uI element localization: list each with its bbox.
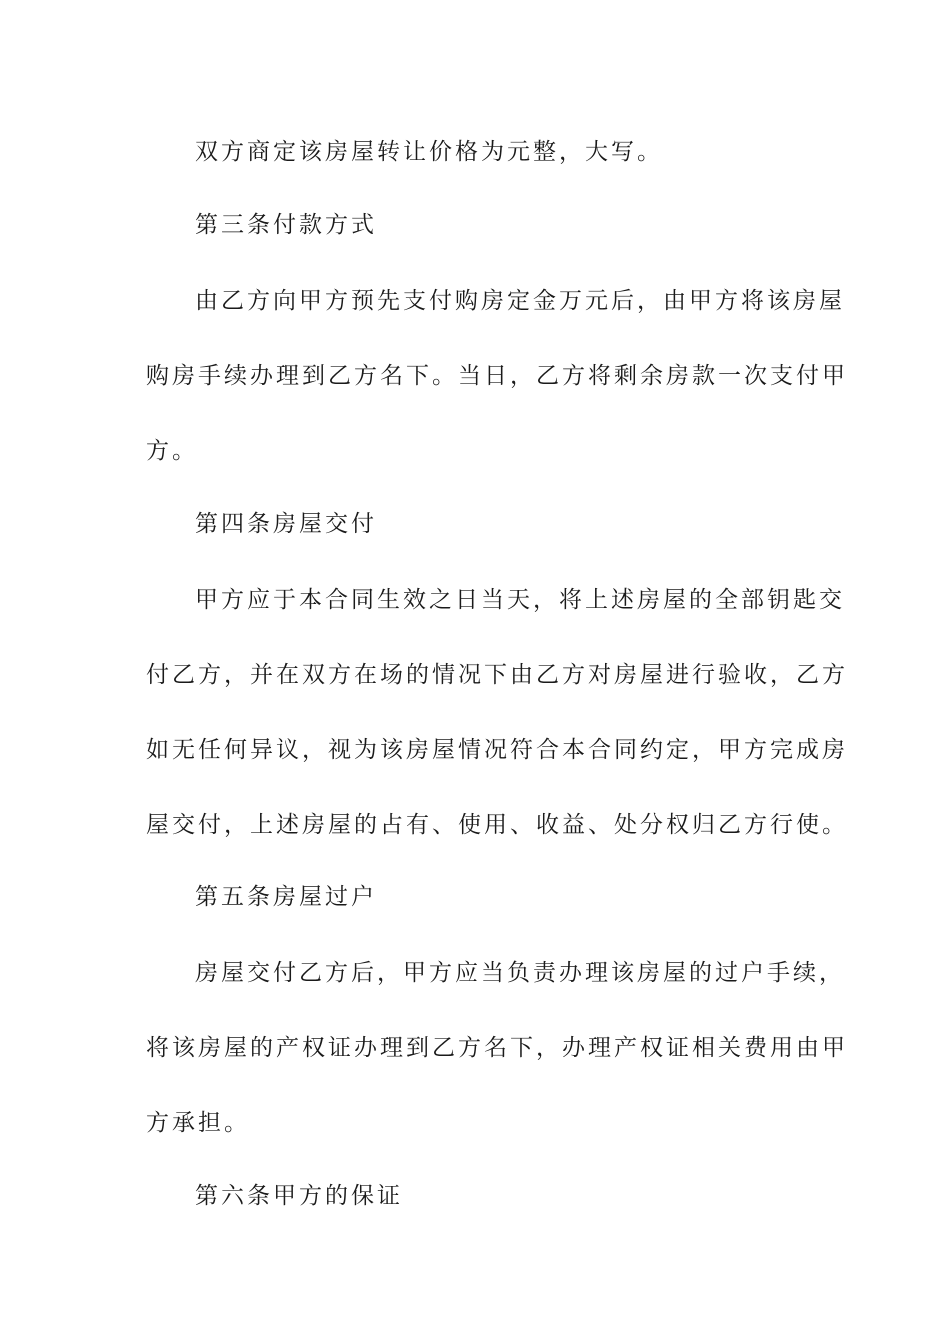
paragraph-payment-line-3: 方。 <box>146 438 198 464</box>
paragraph-payment-line-2: 购房手续办理到乙方名下。当日，乙方将剩余房款一次支付甲 <box>146 363 848 389</box>
paragraph-delivery-line-2: 付乙方，并在双方在场的情况下由乙方对房屋进行验收，乙方 <box>146 662 848 688</box>
heading-article-6: 第六条甲方的保证 <box>195 1183 403 1209</box>
paragraph-transfer-line-1: 房屋交付乙方后，甲方应当负责办理该房屋的过户手续， <box>195 960 845 986</box>
paragraph-payment-line-1: 由乙方向甲方预先支付购房定金万元后，由甲方将该房屋 <box>195 288 845 314</box>
paragraph-transfer-line-2: 将该房屋的产权证办理到乙方名下，办理产权证相关费用由甲 <box>146 1035 848 1061</box>
paragraph-delivery-line-3: 如无任何异议，视为该房屋情况符合本合同约定，甲方完成房 <box>146 737 848 763</box>
heading-article-4: 第四条房屋交付 <box>195 511 377 537</box>
paragraph-price: 双方商定该房屋转让价格为元整，大写。 <box>195 139 663 165</box>
paragraph-delivery-line-4: 屋交付，上述房屋的占有、使用、收益、处分权归乙方行使。 <box>146 812 848 838</box>
heading-article-5: 第五条房屋过户 <box>195 884 377 910</box>
heading-article-3: 第三条付款方式 <box>195 212 377 238</box>
paragraph-delivery-line-1: 甲方应于本合同生效之日当天，将上述房屋的全部钥匙交 <box>195 587 845 613</box>
paragraph-transfer-line-3: 方承担。 <box>146 1110 250 1136</box>
